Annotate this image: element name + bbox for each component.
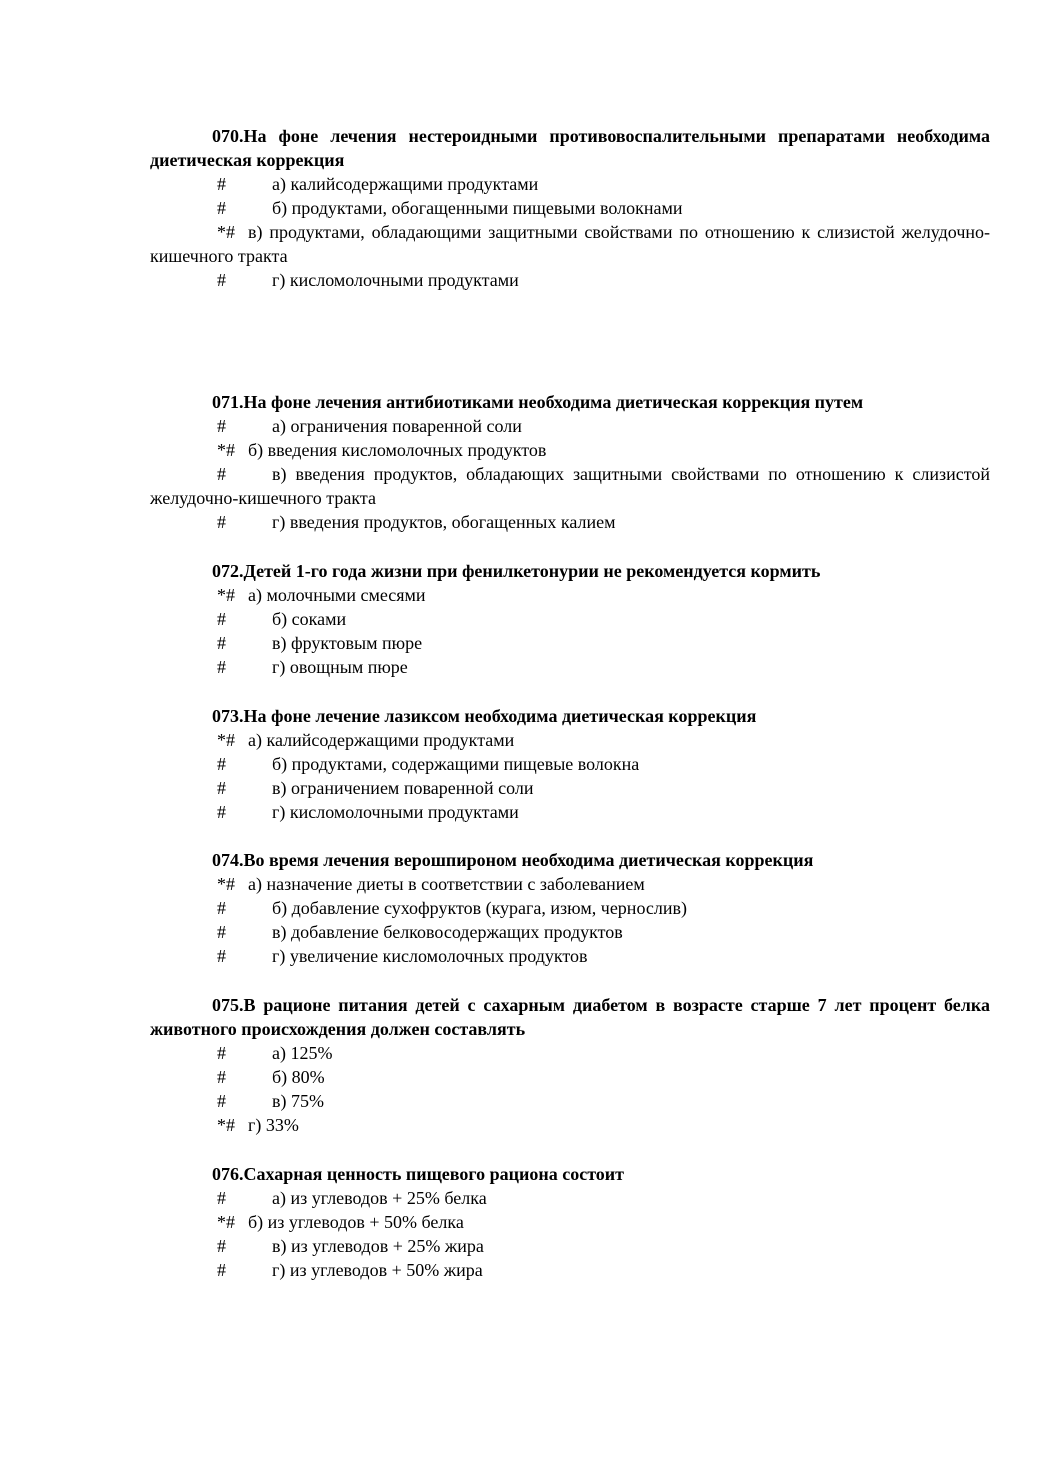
answer-mark: #: [217, 464, 226, 484]
answer-mark: #: [217, 922, 226, 942]
answer-text: в) фруктовым пюре: [272, 633, 423, 653]
answer-mark: #: [217, 754, 226, 774]
answer-text: г) из углеводов + 50% жира: [272, 1260, 483, 1280]
answer-mark: *#: [217, 585, 235, 605]
answer-option: [150, 438, 990, 462]
answer-text: б) продуктами, содержащими пищевые волокна: [272, 754, 640, 774]
answer-mark: #: [217, 1067, 226, 1087]
answer-text: в) продуктами, обладающими защитными свойствами по отношению к слизистой желудочно-кишечного тракта: [150, 222, 990, 266]
answer-option: [150, 462, 990, 510]
answer-text: б) введения кисломолочных продуктов: [248, 440, 547, 460]
answer-mark: *#: [217, 1115, 235, 1135]
answer-mark: *#: [217, 440, 235, 460]
question-title: 074.Во время лечения верошпироном необходима диетическая коррекция: [212, 850, 814, 870]
answer-option: [150, 1089, 990, 1113]
question-071: [150, 390, 990, 534]
answer-text: г) 33%: [248, 1115, 299, 1135]
answer-mark: #: [217, 1091, 226, 1111]
answer-mark: #: [217, 946, 226, 966]
answer-option: [150, 220, 990, 268]
question-075: [150, 993, 990, 1137]
answer-mark: #: [217, 1043, 226, 1063]
question-title: 076.Сахарная ценность пищевого рациона состоит: [212, 1164, 625, 1184]
answer-option: [150, 1210, 990, 1234]
question-076: [150, 1162, 990, 1282]
answer-text: в) из углеводов + 25% жира: [272, 1236, 484, 1256]
answer-text: а) калийсодержащими продуктами: [272, 174, 539, 194]
answer-text: а) ограничения поваренной соли: [272, 416, 522, 436]
answer-text: в) 75%: [272, 1091, 324, 1111]
answer-option: [150, 800, 990, 824]
answer-option: [150, 872, 990, 896]
answer-text: б) добавление сухофруктов (курага, изюм, чернослив): [272, 898, 687, 918]
answer-text: г) кисломолочными продуктами: [272, 270, 519, 290]
answer-option: [150, 1258, 990, 1282]
question-title: 071.На фоне лечения антибиотиками необходима диетическая коррекция путем: [212, 392, 864, 412]
answer-option: [150, 268, 990, 292]
answer-mark: #: [217, 802, 226, 822]
answer-option: [150, 1113, 990, 1137]
answer-option: [150, 752, 990, 776]
answer-mark: *#: [217, 1212, 235, 1232]
answer-option: [150, 414, 990, 438]
answer-mark: #: [217, 270, 226, 290]
answer-text: б) соками: [272, 609, 347, 629]
answer-mark: #: [217, 512, 226, 532]
answer-mark: #: [217, 657, 226, 677]
answer-text: б) продуктами, обогащенными пищевыми волокнами: [272, 198, 683, 218]
answer-option: [150, 1234, 990, 1258]
answer-option: [150, 728, 990, 752]
answer-option: [150, 776, 990, 800]
question-074: [150, 848, 990, 968]
answer-option: [150, 920, 990, 944]
answer-text: в) введения продуктов, обладающих защитными свойствами по отношению к слизистой желудочно-кишечного тракта: [150, 464, 990, 508]
answer-text: а) молочными смесями: [248, 585, 426, 605]
answer-option: [150, 944, 990, 968]
answer-mark: #: [217, 633, 226, 653]
answer-mark: #: [217, 1260, 226, 1280]
answer-option: [150, 1065, 990, 1089]
answer-mark: *#: [217, 222, 235, 242]
question-title: 073.На фоне лечение лазиксом необходима диетическая коррекция: [212, 706, 757, 726]
answer-mark: #: [217, 416, 226, 436]
answer-text: а) калийсодержащими продуктами: [248, 730, 515, 750]
answer-mark: #: [217, 1188, 226, 1208]
question-title: 075.В рационе питания детей с сахарным диабетом в возрасте старше 7 лет процент белка животного происхождения должен составлять: [150, 995, 990, 1039]
answer-text: г) введения продуктов, обогащенных калием: [272, 512, 616, 532]
question-072: [150, 559, 990, 679]
answer-option: [150, 655, 990, 679]
answer-mark: #: [217, 609, 226, 629]
question-title: 072.Детей 1-го года жизни при фенилкетонурии не рекомендуется кормить: [212, 561, 821, 581]
answer-option: [150, 1186, 990, 1210]
answer-mark: #: [217, 1236, 226, 1256]
answer-mark: #: [217, 898, 226, 918]
answer-text: б) из углеводов + 50% белка: [248, 1212, 464, 1232]
answer-text: в) ограничением поваренной соли: [272, 778, 534, 798]
answer-text: б) 80%: [272, 1067, 325, 1087]
answer-text: а) назначение диеты в соответствии с заболеванием: [248, 874, 645, 894]
answer-text: в) добавление белковосодержащих продуктов: [272, 922, 623, 942]
answer-option: [150, 896, 990, 920]
answer-text: а) из углеводов + 25% белка: [272, 1188, 487, 1208]
answer-mark: *#: [217, 874, 235, 894]
answer-mark: #: [217, 778, 226, 798]
answer-option: [150, 196, 990, 220]
answer-text: а) 125%: [272, 1043, 333, 1063]
answer-option: [150, 510, 990, 534]
answer-option: [150, 607, 990, 631]
question-title: 070.На фоне лечения нестероидными противовоспалительными препаратами необходима диетическая коррекция: [150, 126, 990, 170]
answer-mark: #: [217, 198, 226, 218]
answer-mark: #: [217, 174, 226, 194]
question-073: [150, 704, 990, 824]
answer-text: г) кисломолочными продуктами: [272, 802, 519, 822]
answer-option: [150, 1041, 990, 1065]
answer-text: г) увеличение кисломолочных продуктов: [272, 946, 588, 966]
answer-option: [150, 583, 990, 607]
answer-option: [150, 631, 990, 655]
answer-option: [150, 172, 990, 196]
answer-text: г) овощным пюре: [272, 657, 408, 677]
question-070: [150, 124, 990, 292]
answer-mark: *#: [217, 730, 235, 750]
